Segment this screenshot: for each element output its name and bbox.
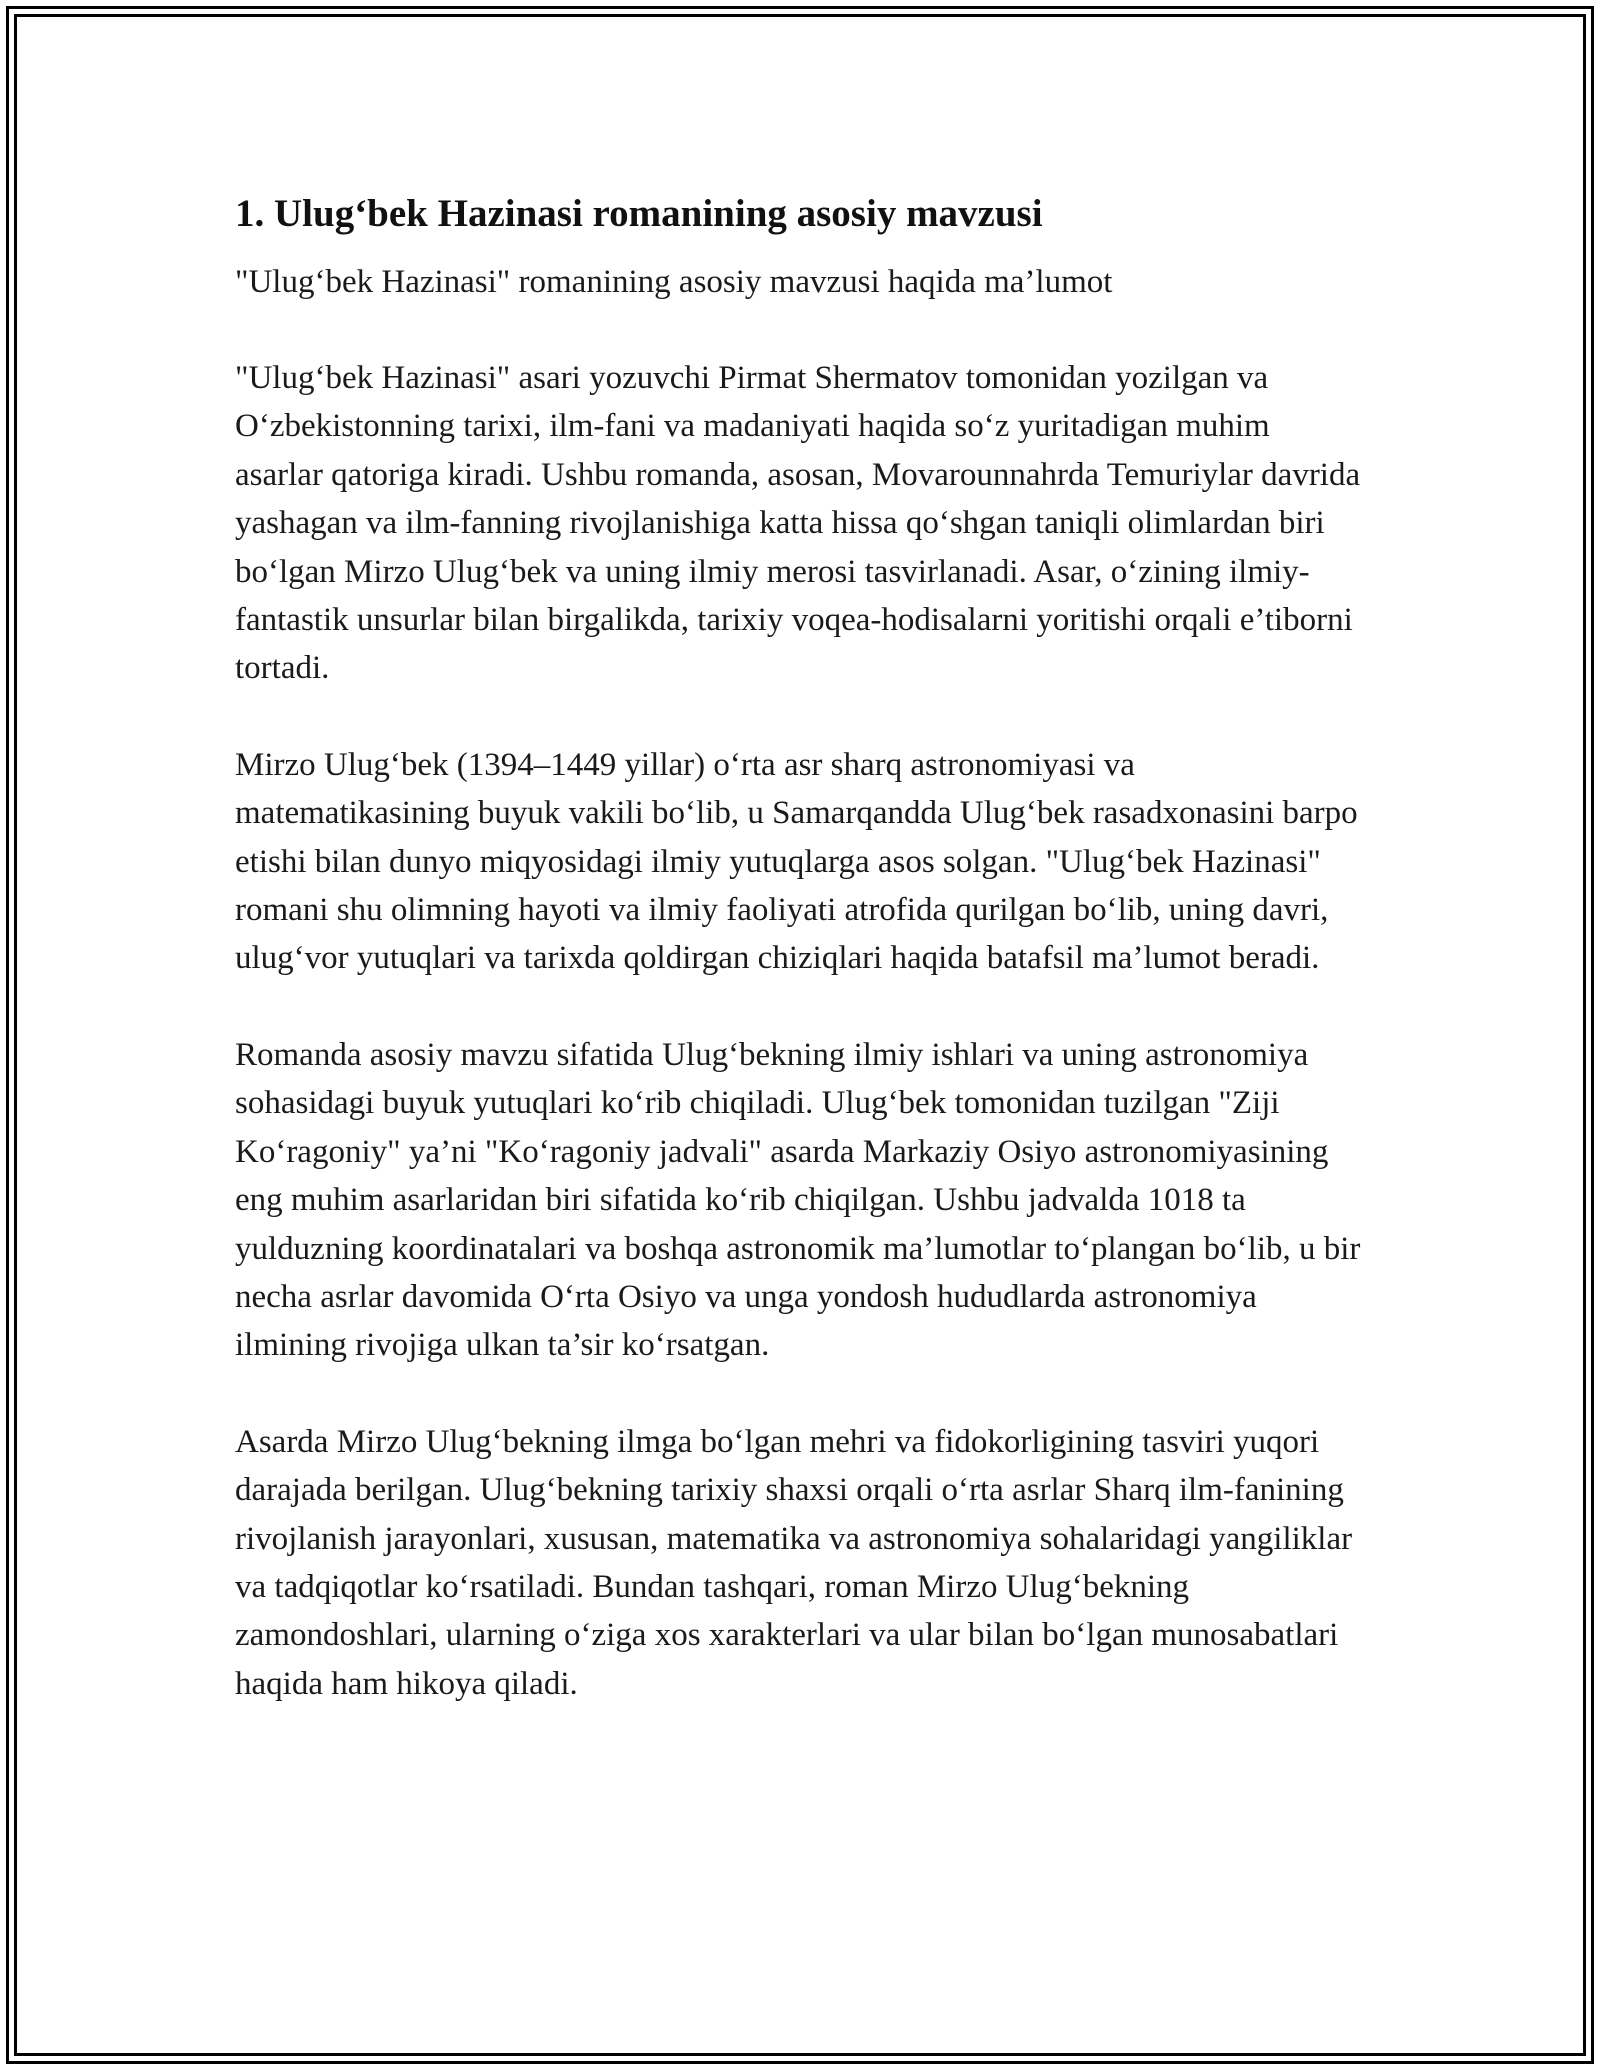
- document-body: [235, 186, 1365, 1756]
- paragraph-3: Romanda asosiy mavzu sifatida Ulug‘bekning ilmiy ishlari va uning astronomiya sohasidagi buyuk yutuqlari ko‘rib chiqiladi. Ulug‘bek tomonidan tuzilgan "Ziji Ko‘ragoniy" ya’ni "Ko‘ragoniy jadvali" asarda Markaziy Osiyo astronomiyasining eng muhim asarlaridan biri sifatida ko‘rib chiqilgan. Ushbu jadvalda 1018 ta yulduzning koordinatalari va boshqa astronomik ma’lumotlar to‘plangan bo‘lib, u bir necha asrlar davomida O‘rta Osiyo va unga yondosh hududlarda astronomiya ilmining rivojiga ulkan ta’sir ko‘rsatgan.: [235, 1036, 1361, 1364]
- paragraph-2: Mirzo Ulug‘bek (1394–1449 yillar) o‘rta asr sharq astronomiyasi va matematikasining buyuk vakili bo‘lib, u Samarqandda Ulug‘bek rasadxonasini barpo etishi bilan dunyo miqyosidagi ilmiy yutuqlarga asos solgan. "Ulug‘bek Hazinasi" romani shu olimning hayoti va ilmiy faoliyati atrofida qurilgan bo‘lib, uning davri, ulug‘vor yutuqlari va tarixda qoldirgan chiziqlari haqida batafsil ma’lumot beradi.: [235, 746, 1358, 977]
- section-subtitle: "Ulug‘bek Hazinasi" romanining asosiy mavzusi haqida ma’lumot: [235, 264, 1113, 300]
- paragraph-1: "Ulug‘bek Hazinasi" asari yozuvchi Pirmat Shermatov tomonidan yozilgan va O‘zbekistonning tarixi, ilm-fani va madaniyati haqida so‘z yuritadigan muhim asarlar qatoriga kiradi. Ushbu romanda, asosan, Movarounnahrda Temuriylar davrida yashagan va ilm-fanning rivojlanishiga katta hissa qo‘shgan taniqli olimlardan biri bo‘lgan Mirzo Ulug‘bek va uning ilmiy merosi tasvirlanadi. Asar, o‘zining ilmiy-fantastik unsurlar bilan birgalikda, tarixiy voqea-hodisalarni yoritishi orqali e’tiborni tortadi.: [235, 360, 1361, 687]
- paragraph-4: Asarda Mirzo Ulug‘bekning ilmga bo‘lgan mehri va fidokorligining tasviri yuqori darajada berilgan. Ulug‘bekning tarixiy shaxsi orqali o‘rta asrlar Sharq ilm-fanining rivojlanish jarayonlari, xususan, matematika va astronomiya sohalaridagi yangiliklar va tadqiqotlar ko‘rsatiladi. Bundan tashqari, roman Mirzo Ulug‘bekning zamondoshlari, ularning o‘ziga xos xarakterlari va ular bilan bo‘lgan munosabatlari haqida ham hikoya qiladi.: [235, 1423, 1353, 1702]
- section-heading: 1. Ulug‘bek Hazinasi romanining asosiy mavzusi: [235, 192, 1043, 235]
